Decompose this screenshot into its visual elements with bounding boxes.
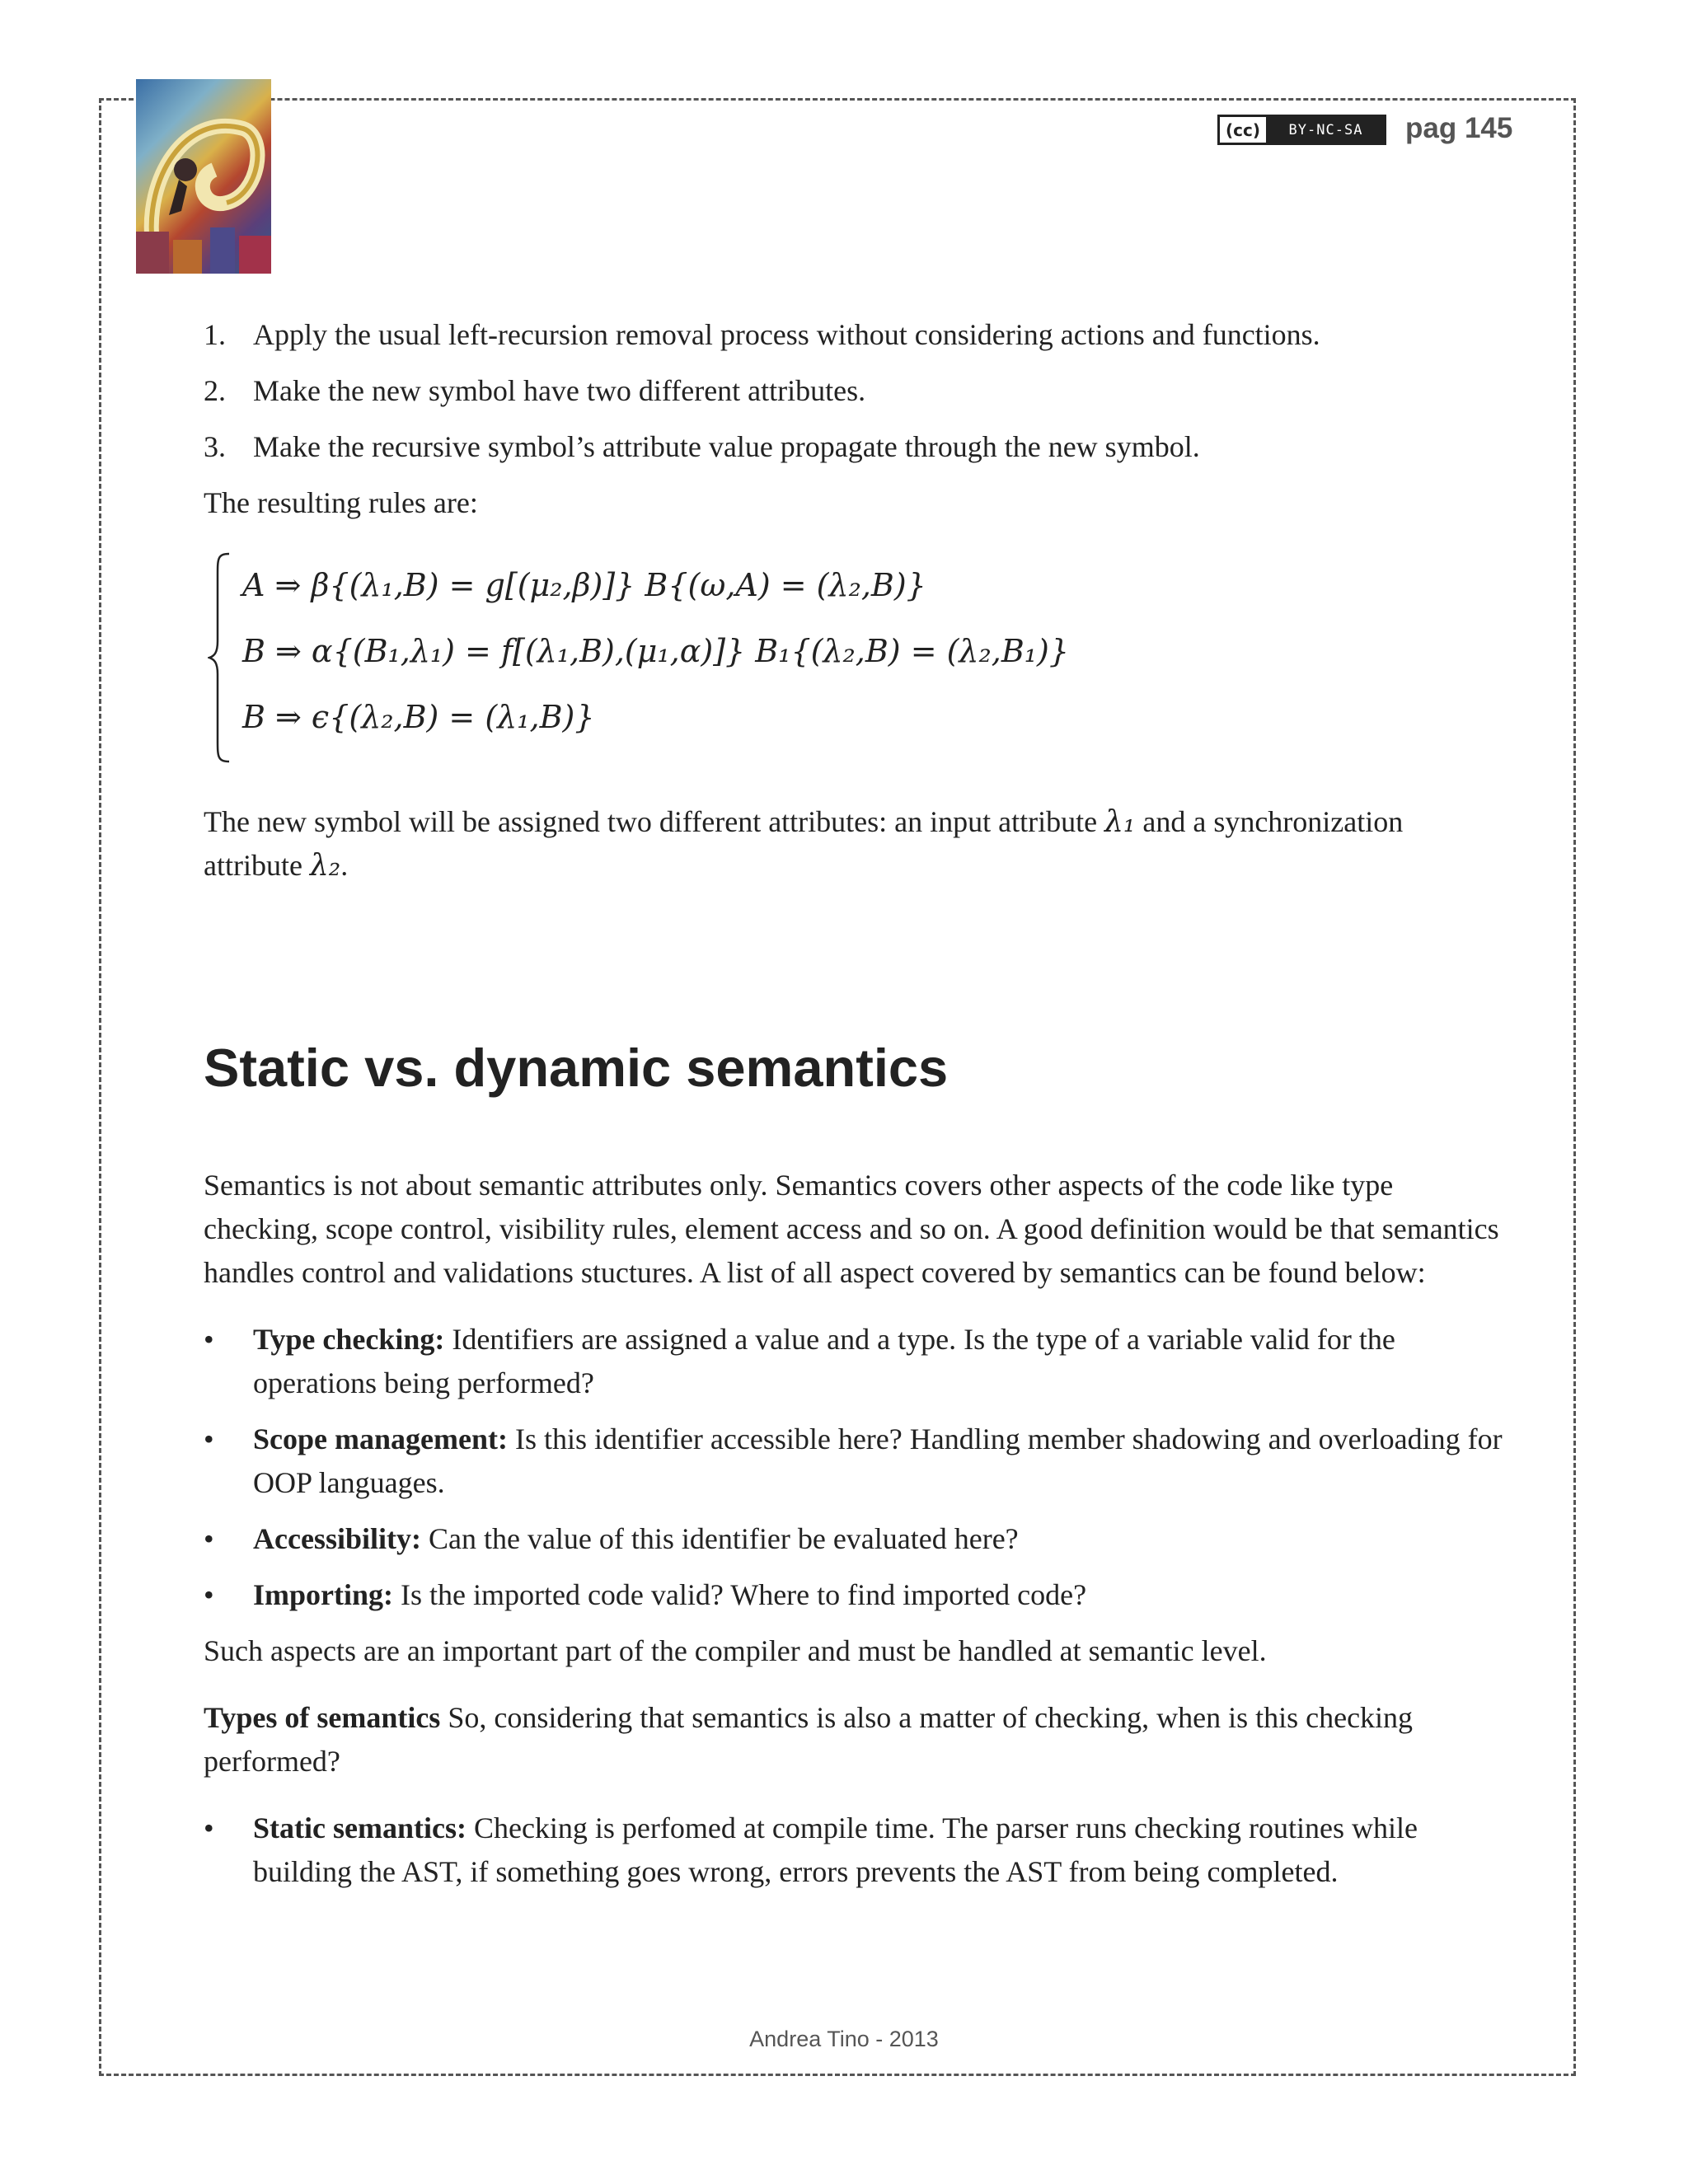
types-text: So, considering that semantics is also a matter of checking, when is this checking performed? [204,1701,1414,1778]
attrs-text-1: The new symbol will be assigned two different attributes: an input attribute [204,805,1105,838]
list-item [204,1517,1506,1561]
steps-section [204,313,1506,525]
bullet-icon: • [204,1323,214,1356]
semantics-section [204,1164,1506,1906]
equation-a: A ⇒ β{(λ₁,B) = g[(μ₂,β)]} B{(ω,A) = (λ₂,B)} [242,567,926,603]
aspect-text: Is this identifier accessible here? Handling member shadowing and overloading for OOP languages. [253,1422,1503,1499]
step-text: Apply the usual left-recursion removal process without considering actions and functions. [253,318,1320,351]
types-paragraph [204,1696,1506,1783]
types-list [204,1807,1506,1894]
aspect-term: Type checking: [253,1323,445,1356]
list-item [204,1573,1506,1617]
page-footer: Andrea Tino - 2013 [749,2027,939,2051]
cc-icon: (cc) [1220,117,1268,143]
rules-intro: The resulting rules are: [204,486,478,519]
list-item [204,425,1506,469]
lambda2-symbol: λ₂ [309,849,341,883]
step-text: Make the new symbol have two different attributes. [253,374,866,407]
section-title: Static vs. dynamic semantics [204,1038,949,1098]
list-item [204,369,1506,413]
bullet-icon: • [204,1578,214,1611]
page-number: pag 145 [1405,112,1513,144]
cc-license-badge[interactable] [1217,115,1386,145]
step-text: Make the recursive symbol’s attribute value propagate through the new symbol. [253,430,1200,463]
bullet-icon: • [204,1811,214,1844]
equation-b-recursive: B ⇒ α{(B₁,λ₁) = f[(λ₁,B),(μ₁,α)]} B₁{(λ₂,B) = (λ₂,B₁)} [242,633,1069,669]
aspects-conclusion: Such aspects are an important part of the compiler and must be handled at semantic level. [204,1634,1267,1667]
step-number: 3. [204,430,226,463]
equation-system [208,551,1279,773]
cover-artwork [136,79,271,274]
type-term: Static semantics: [253,1811,467,1844]
list-item [204,1418,1506,1505]
equation-b-epsilon: B ⇒ ϵ{(λ₂,B) = (λ₁,B)} [242,699,595,735]
aspect-text: Identifiers are assigned a value and a type. Is the type of a variable valid for the operations being performed? [253,1323,1395,1399]
aspect-term: Scope management: [253,1422,508,1455]
left-brace-icon [208,551,232,765]
book-cover-icon [136,79,271,274]
list-item [204,313,1506,357]
aspect-text: Can the value of this identifier be evaluated here? [420,1522,1019,1555]
type-text: Checking is perfomed at compile time. The parser runs checking routines while building the AST, if something goes wrong, errors prevents the AST from being completed. [253,1811,1418,1888]
bullet-icon: • [204,1422,214,1455]
lambda1-symbol: λ₁ [1104,805,1136,839]
types-term: Types of semantics [204,1701,441,1734]
step-number: 2. [204,374,226,407]
bullet-icon: • [204,1522,214,1555]
step-number: 1. [204,318,226,351]
attributes-paragraph [204,800,1506,888]
list-item [204,1318,1506,1405]
intro-paragraph: Semantics is not about semantic attributes only. Semantics covers other aspects of the code like type checking, scope control, visibility rules, element access and so on. A good definition would be that semantics handles control and validations stuctures. A list of all aspect covered by semantics can be found below: [204,1169,1499,1289]
attrs-text-3: . [340,849,349,882]
list-item [204,1807,1506,1894]
aspect-term: Accessibility: [253,1522,421,1555]
aspect-term: Importing: [253,1578,393,1611]
aspects-list [204,1318,1506,1617]
aspect-text: Is the imported code valid? Where to find imported code? [393,1578,1087,1611]
attrs-text-2: and a synchronization attribute [204,805,1404,882]
license-terms: BY-NC-SA [1268,117,1384,143]
steps-list [204,313,1506,469]
